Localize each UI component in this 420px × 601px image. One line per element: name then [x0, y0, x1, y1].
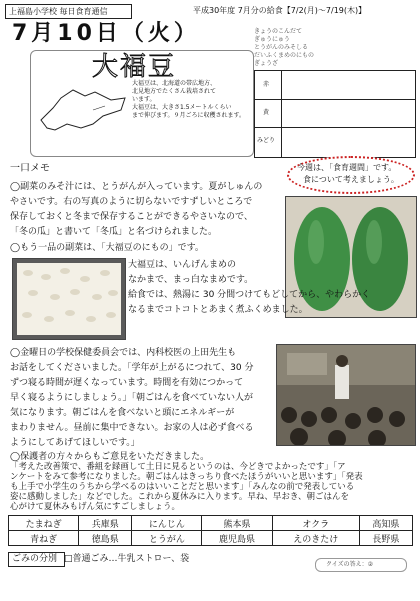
quiz-answer: クイズの答え：② [315, 558, 407, 572]
menu-list: きょうのこんだて ぎゅうにゅう とうがんのみそしる だいふくまめのにもの ぎょうざ [254, 28, 315, 67]
table-row: たまねぎ 兵庫県 にんじん 熊本県 オクラ 高知県 [9, 516, 413, 531]
callout-bubble: 今週は、「食育週間」です。 食について考えましょう。 [287, 156, 415, 194]
nutrition-table: 赤 黄 みどり [254, 70, 416, 158]
paragraph-1: ◯副菜のみそ汁には、とうがんが入っています。夏がしゅんの やさいです。右の写真のように切らないですずしいところで 保存しておくと冬まで保存することができるやさいなので、 「冬の瓜」と書いて「冬瓜」と名づけられました。 [10, 182, 263, 237]
paragraph-4: ◯保護者の方々からもご意見をいただきました。 「考えた改善策で、番組を録画して土日に見るというのは、今どきでよかったです」「ア ンケートをみて参考になりました。朝ごはんはきっちり食べたほうがいいと思います」「発表 も上手で小学生のうちから学べるのはいいことだと思います」「みんなの前で発表している 姿に感動しました」などでした。これから夏休みに入ります。早ね、早おき、朝ごはんを 心がけて夏休みもげん気にすごしましょう。 [10, 452, 363, 512]
recycling-text: □普通ごみ…牛乳ストロー、袋 [64, 554, 190, 564]
date-title: 7月10日（火） [12, 21, 200, 46]
meeting-photo [276, 344, 416, 446]
table-row: 青ねぎ 徳島県 とうがん 鹿児島県 えのきたけ 長野県 [9, 531, 413, 546]
memo-title: 一口メモ [10, 163, 50, 174]
white-beans-photo [12, 258, 126, 340]
school-label: 上福島小学校 毎日食育通信 [5, 4, 132, 19]
recycling-label: ごみの分別 [8, 552, 65, 567]
feature-desc: 大福豆は、北海道の帯広地方、 北見地方でたくさん栽培されて います。 大福豆は、大きさ1.5メートルくらい まで伸びます。９月ごろに収穫されます。 [132, 80, 246, 119]
paragraph-2-detail: 大福豆は、いんげんまめの なかまで、まっ白なまめです。 給食では、熱湯に 30 分間つけてもどしてから、やわらかく なるまでコトコトとあまく煮ふくめました。 [128, 260, 371, 315]
paragraph-2: ◯もう一品の副菜は、「大福豆のにもの」です。 [10, 243, 204, 253]
origins-table [8, 515, 413, 546]
hokkaido-map-icon [33, 80, 133, 138]
period-label: 平成30年度 7月分の給食【7/2(月)〜7/19(木)】 [193, 6, 367, 15]
paragraph-3: ◯金曜日の学校保健委員会では、内科校医の上田先生も お話をしてくださいました。「学年が上がるにつれて、30 分 ずつ寝る時間が遅くなっています。時間を有効につかって 早く寝るようにしましょう。」「朝ごはんを食べていない人が 気になります。朝ごはんを食べないと頭にエネルギーが まわりません。昼前に集中できない。お家の人は必ず食べる ようにしてあげてほしいです。」 [10, 348, 254, 448]
feature-title: 大福豆 [92, 52, 177, 82]
